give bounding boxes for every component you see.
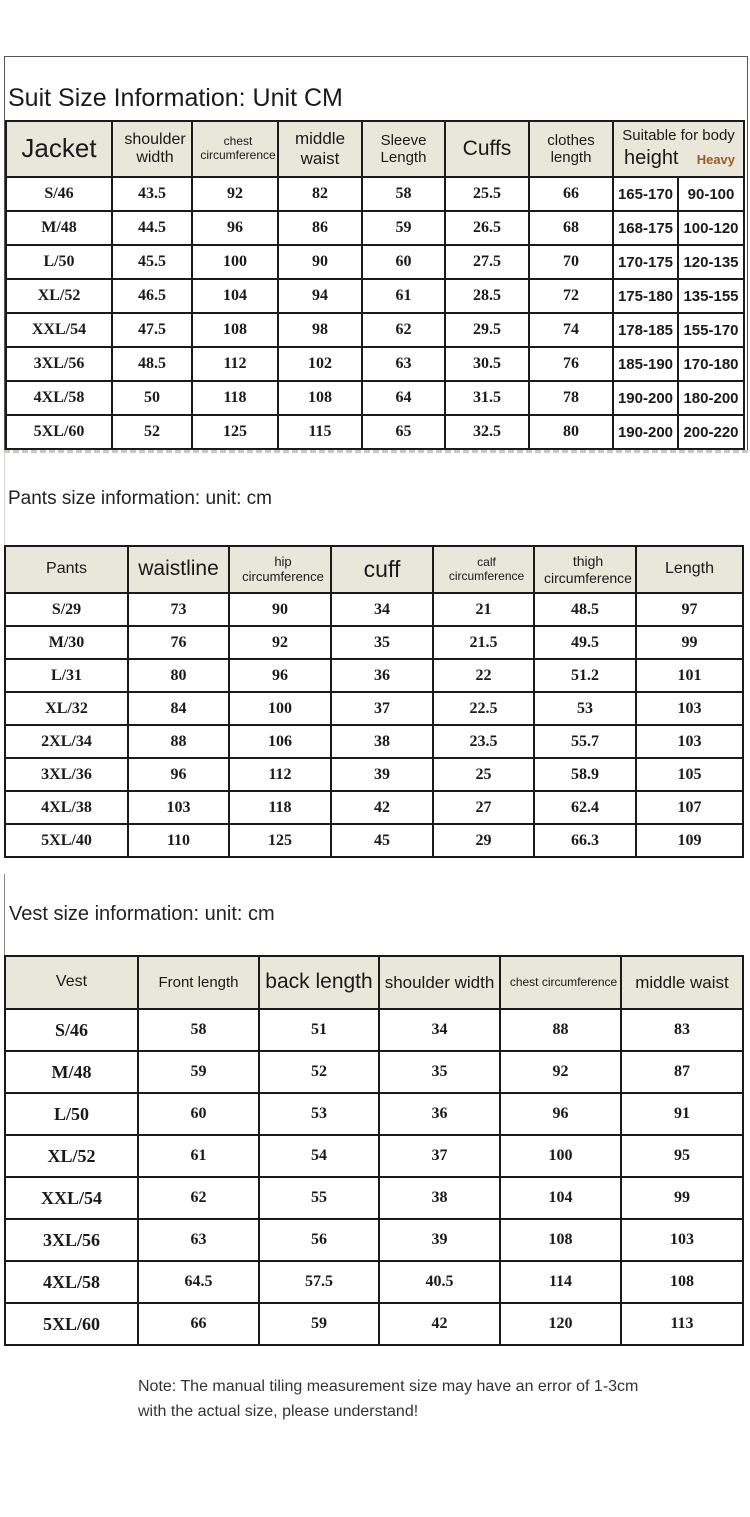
- value-cell: 168-175: [613, 211, 678, 245]
- pants-title-box: [4, 453, 748, 545]
- value-cell: 62: [138, 1177, 259, 1219]
- value-cell: 49.5: [534, 626, 636, 659]
- value-cell: 45: [331, 824, 433, 857]
- value-cell: 66.3: [534, 824, 636, 857]
- value-cell: 103: [636, 692, 743, 725]
- value-cell: 118: [229, 791, 331, 824]
- value-cell: 125: [192, 415, 278, 449]
- col-header-suitable-for-body: [613, 121, 744, 177]
- value-cell: 108: [278, 381, 362, 415]
- value-cell: 59: [259, 1303, 379, 1345]
- size-cell: S/46: [5, 1009, 138, 1051]
- col-header-chest-circumference: chest circumference: [192, 121, 278, 177]
- size-cell: 3XL/56: [6, 347, 112, 381]
- col-header-hip-circumference: hip circumference: [229, 546, 331, 593]
- vest-section-title: Vest size information: unit: cm: [9, 903, 275, 925]
- value-cell: 38: [379, 1177, 500, 1219]
- table-row: [6, 313, 744, 347]
- value-cell: 61: [138, 1135, 259, 1177]
- table-row: [5, 1135, 743, 1177]
- size-cell: 2XL/34: [5, 725, 128, 758]
- size-cell: L/50: [6, 245, 112, 279]
- col-header-middle-waist-vest: middle waist: [621, 956, 743, 1009]
- value-cell: 103: [636, 725, 743, 758]
- suit-section-title: Suit Size Information: Unit CM: [8, 84, 343, 112]
- size-cell: XXL/54: [6, 313, 112, 347]
- value-cell: 76: [529, 347, 613, 381]
- value-cell: 92: [229, 626, 331, 659]
- value-cell: 82: [278, 177, 362, 211]
- suit-section: [4, 56, 748, 450]
- value-cell: 34: [331, 593, 433, 626]
- table-row: [5, 1009, 743, 1051]
- value-cell: 96: [128, 758, 229, 791]
- jacket-table-body: [6, 177, 744, 449]
- value-cell: 120-135: [678, 245, 744, 279]
- value-cell: 115: [278, 415, 362, 449]
- value-cell: 100: [500, 1135, 621, 1177]
- value-cell: 46.5: [112, 279, 192, 313]
- value-cell: 108: [621, 1261, 743, 1303]
- table-row: [5, 1303, 743, 1345]
- value-cell: 88: [128, 725, 229, 758]
- value-cell: 51.2: [534, 659, 636, 692]
- value-cell: 185-190: [613, 347, 678, 381]
- value-cell: 37: [331, 692, 433, 725]
- col-header-clothes-length: clothes length: [529, 121, 613, 177]
- value-cell: 29.5: [445, 313, 529, 347]
- value-cell: 104: [192, 279, 278, 313]
- value-cell: 120: [500, 1303, 621, 1345]
- value-cell: 95: [621, 1135, 743, 1177]
- value-cell: 28.5: [445, 279, 529, 313]
- jacket-header-row: [6, 121, 744, 177]
- value-cell: 103: [128, 791, 229, 824]
- table-row: [6, 245, 744, 279]
- value-cell: 114: [500, 1261, 621, 1303]
- value-cell: 42: [331, 791, 433, 824]
- value-cell: 45.5: [112, 245, 192, 279]
- value-cell: 59: [138, 1051, 259, 1093]
- col-header-jacket: Jacket: [6, 121, 112, 177]
- value-cell: 66: [138, 1303, 259, 1345]
- size-cell: S/46: [6, 177, 112, 211]
- size-cell: M/48: [6, 211, 112, 245]
- value-cell: 72: [529, 279, 613, 313]
- value-cell: 44.5: [112, 211, 192, 245]
- size-cell: XL/32: [5, 692, 128, 725]
- value-cell: 35: [379, 1051, 500, 1093]
- value-cell: 76: [128, 626, 229, 659]
- value-cell: 47.5: [112, 313, 192, 347]
- value-cell: 31.5: [445, 381, 529, 415]
- value-cell: 55: [259, 1177, 379, 1219]
- value-cell: 58: [138, 1009, 259, 1051]
- value-cell: 86: [278, 211, 362, 245]
- col-header-sleeve-length: Sleeve Length: [362, 121, 445, 177]
- size-cell: XL/52: [5, 1135, 138, 1177]
- size-cell: M/30: [5, 626, 128, 659]
- value-cell: 100: [192, 245, 278, 279]
- value-cell: 125: [229, 824, 331, 857]
- value-cell: 43.5: [112, 177, 192, 211]
- value-cell: 113: [621, 1303, 743, 1345]
- size-cell: S/29: [5, 593, 128, 626]
- value-cell: 22.5: [433, 692, 534, 725]
- col-header-height: height: [624, 146, 679, 169]
- value-cell: 87: [621, 1051, 743, 1093]
- value-cell: 96: [192, 211, 278, 245]
- col-header-calf-circumference: calf circumference: [433, 546, 534, 593]
- value-cell: 108: [500, 1219, 621, 1261]
- value-cell: 170-175: [613, 245, 678, 279]
- vest-size-table: [4, 955, 744, 1346]
- value-cell: 96: [500, 1093, 621, 1135]
- table-row: [5, 626, 743, 659]
- col-header-back-length: back length: [259, 956, 379, 1009]
- note-line-1: Note: The manual tiling measurement size may have an error of 1-3cm: [138, 1378, 639, 1395]
- table-row: [5, 758, 743, 791]
- value-cell: 96: [229, 659, 331, 692]
- col-header-cuffs: Cuffs: [445, 121, 529, 177]
- value-cell: 103: [621, 1219, 743, 1261]
- value-cell: 90: [278, 245, 362, 279]
- value-cell: 63: [362, 347, 445, 381]
- value-cell: 104: [500, 1177, 621, 1219]
- size-cell: 5XL/60: [5, 1303, 138, 1345]
- table-row: [5, 1093, 743, 1135]
- pants-header-row: [5, 546, 743, 593]
- value-cell: 108: [192, 313, 278, 347]
- table-row: [6, 177, 744, 211]
- value-cell: 70: [529, 245, 613, 279]
- value-cell: 135-155: [678, 279, 744, 313]
- value-cell: 21.5: [433, 626, 534, 659]
- value-cell: 97: [636, 593, 743, 626]
- pants-section-title: Pants size information: unit: cm: [8, 488, 272, 509]
- value-cell: 25: [433, 758, 534, 791]
- value-cell: 64: [362, 381, 445, 415]
- value-cell: 65: [362, 415, 445, 449]
- value-cell: 48.5: [534, 593, 636, 626]
- value-cell: 27: [433, 791, 534, 824]
- vest-section: [4, 874, 748, 1346]
- size-cell: 5XL/40: [5, 824, 128, 857]
- note-line-2: with the actual size, please understand!: [138, 1403, 419, 1420]
- table-row: [5, 824, 743, 857]
- value-cell: 66: [529, 177, 613, 211]
- suitable-for-body-label: Suitable for body: [622, 127, 735, 145]
- value-cell: 99: [636, 626, 743, 659]
- table-row: [6, 211, 744, 245]
- size-cell: 4XL/58: [5, 1261, 138, 1303]
- size-cell: XXL/54: [5, 1177, 138, 1219]
- col-header-middle-waist: middle waist: [278, 121, 362, 177]
- value-cell: 54: [259, 1135, 379, 1177]
- value-cell: 35: [331, 626, 433, 659]
- size-cell: M/48: [5, 1051, 138, 1093]
- value-cell: 62.4: [534, 791, 636, 824]
- value-cell: 175-180: [613, 279, 678, 313]
- value-cell: 37: [379, 1135, 500, 1177]
- value-cell: 109: [636, 824, 743, 857]
- value-cell: 92: [192, 177, 278, 211]
- table-row: [5, 1051, 743, 1093]
- value-cell: 55.7: [534, 725, 636, 758]
- value-cell: 99: [621, 1177, 743, 1219]
- value-cell: 80: [128, 659, 229, 692]
- value-cell: 48.5: [112, 347, 192, 381]
- value-cell: 29: [433, 824, 534, 857]
- value-cell: 118: [192, 381, 278, 415]
- table-row: [6, 381, 744, 415]
- value-cell: 94: [278, 279, 362, 313]
- col-header-thigh-circumference: thigh circumference: [534, 546, 636, 593]
- value-cell: 101: [636, 659, 743, 692]
- value-cell: 100-120: [678, 211, 744, 245]
- value-cell: 83: [621, 1009, 743, 1051]
- value-cell: 58.9: [534, 758, 636, 791]
- value-cell: 73: [128, 593, 229, 626]
- table-row: [5, 593, 743, 626]
- vest-header-row: [5, 956, 743, 1009]
- value-cell: 53: [534, 692, 636, 725]
- value-cell: 190-200: [613, 381, 678, 415]
- value-cell: 90: [229, 593, 331, 626]
- table-row: [5, 1261, 743, 1303]
- vest-title-box: [4, 874, 748, 955]
- table-row: [5, 1177, 743, 1219]
- value-cell: 91: [621, 1093, 743, 1135]
- value-cell: 27.5: [445, 245, 529, 279]
- table-row: [6, 347, 744, 381]
- value-cell: 112: [229, 758, 331, 791]
- size-cell: 5XL/60: [6, 415, 112, 449]
- value-cell: 84: [128, 692, 229, 725]
- value-cell: 78: [529, 381, 613, 415]
- col-header-shoulder-width-vest: shoulder width: [379, 956, 500, 1009]
- value-cell: 155-170: [678, 313, 744, 347]
- value-cell: 22: [433, 659, 534, 692]
- table-row: [6, 415, 744, 449]
- col-header-front-length: Front length: [138, 956, 259, 1009]
- value-cell: 178-185: [613, 313, 678, 347]
- col-header-chest-circumference-vest: chest circumference: [500, 956, 621, 1009]
- col-header-waistline: waistline: [128, 546, 229, 593]
- col-header-vest: Vest: [5, 956, 138, 1009]
- value-cell: 62: [362, 313, 445, 347]
- value-cell: 60: [138, 1093, 259, 1135]
- value-cell: 52: [259, 1051, 379, 1093]
- size-cell: XL/52: [6, 279, 112, 313]
- table-row: [5, 791, 743, 824]
- value-cell: 190-200: [613, 415, 678, 449]
- note-text: [138, 1374, 748, 1424]
- value-cell: 112: [192, 347, 278, 381]
- value-cell: 56: [259, 1219, 379, 1261]
- value-cell: 63: [138, 1219, 259, 1261]
- pants-section: [4, 453, 748, 858]
- value-cell: 170-180: [678, 347, 744, 381]
- value-cell: 58: [362, 177, 445, 211]
- value-cell: 100: [229, 692, 331, 725]
- value-cell: 200-220: [678, 415, 744, 449]
- value-cell: 68: [529, 211, 613, 245]
- size-chart-page: [4, 56, 748, 1424]
- value-cell: 165-170: [613, 177, 678, 211]
- col-header-cuff: cuff: [331, 546, 433, 593]
- size-cell: 3XL/36: [5, 758, 128, 791]
- value-cell: 98: [278, 313, 362, 347]
- value-cell: 88: [500, 1009, 621, 1051]
- value-cell: 23.5: [433, 725, 534, 758]
- suit-title-box: [5, 57, 747, 120]
- value-cell: 26.5: [445, 211, 529, 245]
- value-cell: 42: [379, 1303, 500, 1345]
- value-cell: 25.5: [445, 177, 529, 211]
- value-cell: 32.5: [445, 415, 529, 449]
- value-cell: 180-200: [678, 381, 744, 415]
- value-cell: 36: [331, 659, 433, 692]
- value-cell: 57.5: [259, 1261, 379, 1303]
- value-cell: 102: [278, 347, 362, 381]
- value-cell: 39: [379, 1219, 500, 1261]
- value-cell: 106: [229, 725, 331, 758]
- value-cell: 34: [379, 1009, 500, 1051]
- size-cell: L/31: [5, 659, 128, 692]
- size-cell: 4XL/58: [6, 381, 112, 415]
- value-cell: 52: [112, 415, 192, 449]
- value-cell: 50: [112, 381, 192, 415]
- value-cell: 36: [379, 1093, 500, 1135]
- value-cell: 74: [529, 313, 613, 347]
- jacket-size-table: [5, 120, 745, 450]
- value-cell: 38: [331, 725, 433, 758]
- value-cell: 53: [259, 1093, 379, 1135]
- value-cell: 107: [636, 791, 743, 824]
- value-cell: 39: [331, 758, 433, 791]
- value-cell: 40.5: [379, 1261, 500, 1303]
- value-cell: 21: [433, 593, 534, 626]
- value-cell: 30.5: [445, 347, 529, 381]
- col-header-pants: Pants: [5, 546, 128, 593]
- col-header-shoulder-width: shoulder width: [112, 121, 192, 177]
- value-cell: 60: [362, 245, 445, 279]
- col-header-heavy: Heavy: [696, 151, 736, 167]
- value-cell: 64.5: [138, 1261, 259, 1303]
- table-row: [6, 279, 744, 313]
- col-header-length: Length: [636, 546, 743, 593]
- table-row: [5, 692, 743, 725]
- table-row: [5, 1219, 743, 1261]
- value-cell: 80: [529, 415, 613, 449]
- suitable-sub-headers: [618, 145, 739, 170]
- size-cell: 3XL/56: [5, 1219, 138, 1261]
- table-row: [5, 725, 743, 758]
- pants-table-body: [5, 593, 743, 857]
- value-cell: 92: [500, 1051, 621, 1093]
- pants-size-table: [4, 545, 744, 858]
- value-cell: 51: [259, 1009, 379, 1051]
- size-cell: L/50: [5, 1093, 138, 1135]
- value-cell: 59: [362, 211, 445, 245]
- value-cell: 110: [128, 824, 229, 857]
- value-cell: 105: [636, 758, 743, 791]
- value-cell: 61: [362, 279, 445, 313]
- size-cell: 4XL/38: [5, 791, 128, 824]
- vest-table-body: [5, 1009, 743, 1345]
- table-row: [5, 659, 743, 692]
- value-cell: 90-100: [678, 177, 744, 211]
